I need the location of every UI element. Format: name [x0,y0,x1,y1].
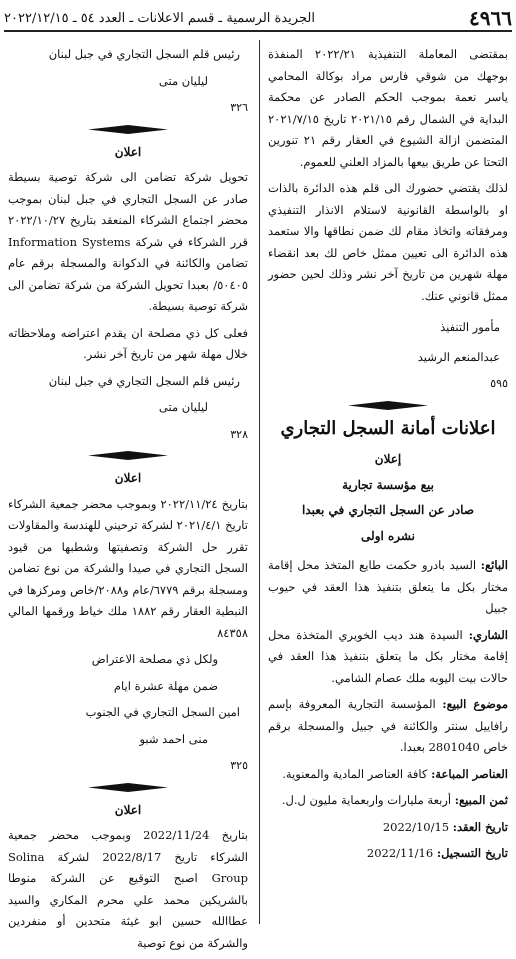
elements-text: كافة العناصر المادية والمعنوية. [282,766,432,781]
announcement-line: ولكل ذي مصلحة الاعتراض [91,652,218,666]
signature-title: امين السجل التجاري في الجنوب [85,705,240,719]
signature-title: مأمور التنفيذ [440,320,500,334]
execution-notice-paragraph: لذلك يقتضي حضورك الى قلم هذه الدائرة بالذات او بالواسطة القانونية لاستلام الانذار التنفيذي ومرفقاته واتخاذ مقام لك ضمن نطاقها والا ستعمد هذه الدائرة الى تعيين ممثل خاص لك بعد انقضاء مهلة شهرين من تاريخ آخر نشر وذلك لحين حضور ممثل قانوني عنك. [268,181,508,303]
announcement-body: فعلى كل ذي مصلحة ان يقدم اعتراضه وملاحظاته خلال مهلة شهر من تاريخ آخر نشر. [8,325,248,361]
notice-number: ٣٢٦ [230,101,248,114]
section-title: اعلانات أمانة السجل التجاري [280,417,496,439]
announcement-heading: إعلان [374,452,402,466]
buyer-entry [268,625,508,690]
separator-ornament [88,783,168,792]
contract-date-entry [268,817,508,839]
announcement-body: بتاريخ 2022/11/24 وبموجب محضر جمعية الشركاء تاريخ 2022/8/17 لشركة Solina Group اصبح التوقيع عن الشركة منوطا بالشريكين محمد علي محرم المكاري والسيد عطاالله حسين ابو غيثة متحدين أو منفردين والشركة من نوع توصية [8,828,248,950]
header-title: الجريدة الرسمية ـ قسم الاعلانات ـ العدد ٥٤ ـ ٢٠٢٢/١٢/١٥ [4,10,315,26]
announcement-heading: اعلان [114,144,142,159]
subject-tail: بعبدا. [399,740,429,754]
announcement-body: بتاريخ ٢٠٢٢/١١/٢٤ وبموجب محضر جمعية الشركاء تاريخ ٢٠٢١/٤/١ لشركة ترحيني للهندسة والمقاولات تقرر حل الشركة وتصفيتها وشطبها من قيود السجل التجاري في صيدا والشركة من نوع تضامن ومسجلة برقم ٦٧٧٩/عام و٢٠٨٨/خاص ومركزها في النبطية العقار رقم ١٨٨٢ ملك خياط ورقمها المالي ٨٤٣٥٨ [8,496,248,640]
subject-label: موضوع البيع: [442,697,508,711]
column-divider [259,40,260,924]
seller-text: السيد بادرو حكمت طايع المتخذ محل إقامة مختار بكل ما يتعلق بتنفيذ هذا العقد في حيوب جبيل [268,558,508,615]
page-header [4,6,512,32]
right-column [268,44,508,870]
price-entry [268,790,508,812]
notice-number: ٣٢٨ [230,427,248,441]
price-text: أربعة مليارات واربعماية مليون ل.ل. [281,793,455,807]
subject-text: المؤسسة التجارية المعروفة بإسم رافاييل سنتر والكائنة في جبيل والمسجلة برقم خاص [268,697,508,754]
execution-notice-paragraph: بمقتضى المعاملة التنفيذية ٢٠٢٢/٢١ المنفذة بوجهك من شوقي فارس مراد بوكالة المحامي ياسر نعمة بموجب الحكم الصادر عن محكمة البداية في الشمال رقم ٢٠٢١/١٥ تاريخ ٢٠٢١/٧/١٥ المتضمن ازالة الشيوع في العقار رقم ٢١ تنورين التحتا عن طريق بيعها بالمزاد العلني للعموم. [268,47,508,169]
seller-label: البائع: [480,558,508,572]
contract-date-value: 2022/10/15 [382,819,450,834]
subject-number: 2801040 [428,740,480,754]
separator-ornament [348,401,428,410]
notice-number: ٣٢٥ [230,759,248,772]
buyer-text: السيدة هند ديب الخويري المتخذة محل إقامة مختار بكل ما يتعلق بتنفيذ هذا العقد في حالات بيت اليوبه ملك عصام الشامي. [268,627,508,685]
notice-number: ٥٩٥ [490,377,508,390]
announcement-subheading: صادر عن السجل التجاري في بعبدا [301,503,475,517]
elements-label: العناصر المباعة: [431,766,508,781]
subject-entry [268,694,508,759]
announcement-heading: اعلان [114,802,142,817]
registration-date-label: تاريخ التسجيل: [436,846,508,860]
signature-title: رئيس قلم السجل التجاري في جبل لبنان [48,47,240,61]
separator-ornament [88,451,168,460]
elements-entry [268,764,508,786]
contract-date-label: تاريخ العقد: [452,819,508,834]
seller-entry [268,555,508,620]
announcement-subheading: نشره اولى [361,528,415,543]
signature-title: رئيس قلم السجل التجاري في جبل لبنان [48,373,240,388]
registration-date-entry [268,843,508,865]
announcement-line: ضمن مهلة عشرة ايام [113,678,218,693]
signature-name: عبدالمنعم الرشيد [417,349,500,364]
buyer-label: الشاري: [468,627,508,642]
signature-name: منى احمد شبو [139,731,208,746]
page-number: ٤٩٦٦ [469,6,512,30]
signature-name: ليليان متى [158,73,208,88]
announcement-body: تحويل شركة تضامن الى شركة توصية بسيطة صادر عن السجل التجاري في جبل لبنان بموجب محضر اجتماع الشركاء المنعقد بتاريخ ٢٠٢٢/١٠/٢٧ قرر الشركاء في شركة Information Systems تضامن والكائنة في الدكوانة والمسجلة برقم عام ٥٠٤٠٥/ بعبدا تحويل الشركة من شركة تضامن الى شركة توصية بسيطة. [8,170,248,313]
separator-ornament [88,125,168,134]
signature-name: ليليان متى [158,400,208,414]
announcement-subheading: بيع مؤسسة تجارية [342,477,434,492]
registration-date-value: 2022/11/16 [366,846,434,860]
left-column [8,44,248,959]
announcement-heading: اعلان [114,471,142,485]
price-label: ثمن المبيع: [454,793,508,807]
